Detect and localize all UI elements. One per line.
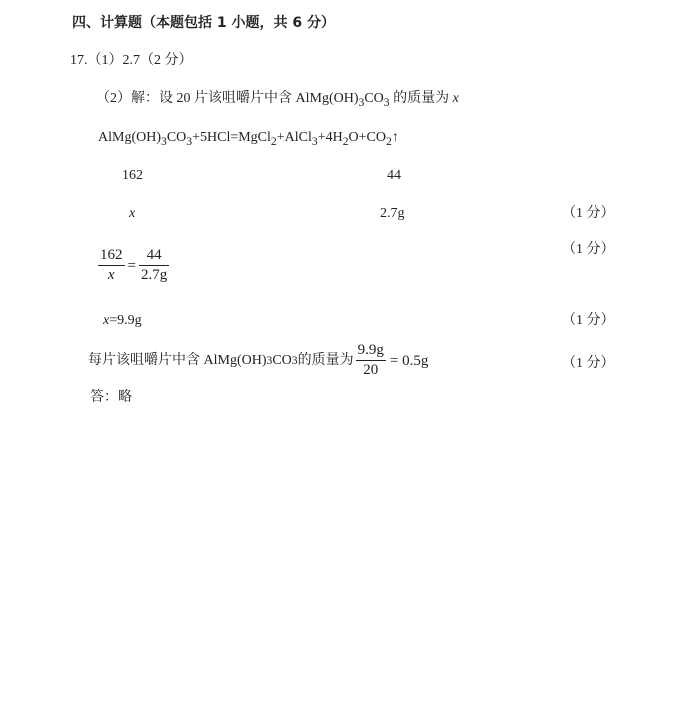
eq-co2: O+CO <box>348 130 387 145</box>
per-tablet-denominator: 20 <box>363 362 379 378</box>
proportion-equation <box>98 247 169 284</box>
fraction-right-denominator: 2.7g <box>140 267 168 283</box>
fraction-right <box>139 247 169 284</box>
points-label-1: （1 分） <box>562 206 615 221</box>
per-tablet-co: CO <box>272 352 292 368</box>
per-tablet-sub2: 3 <box>291 353 298 367</box>
molar-mass-right: 44 <box>387 168 401 183</box>
eq-sub-c: 2 <box>270 134 277 148</box>
eq-sub-d: 3 <box>311 134 318 148</box>
per-tablet-suffix: 的质量为 <box>297 352 354 368</box>
unknown-mass-left: x <box>129 206 136 221</box>
points-label-3: （1 分） <box>562 313 615 328</box>
eq-water: +4H <box>317 130 343 145</box>
eq-reactant1: AlMg(OH) <box>98 130 161 145</box>
per-tablet-prefix: 每片该咀嚼片中含 AlMg(OH) <box>88 352 267 368</box>
eq-sub-e: 2 <box>342 134 349 148</box>
eq-alcl: +AlCl <box>276 130 312 145</box>
result-variable: x <box>103 313 110 328</box>
per-tablet-fraction <box>356 342 386 379</box>
intro-co: CO <box>364 91 384 106</box>
eq-hcl: +5HCl=MgCl <box>192 130 271 145</box>
points-label-4: （1 分） <box>562 356 615 371</box>
section-heading: 四、计算题（本题包括 1 小题，共 6 分） <box>72 15 335 31</box>
proportion-equals: = <box>127 257 136 274</box>
result-line <box>103 312 142 330</box>
per-tablet-result: = 0.5g <box>389 352 429 369</box>
intro-prefix: （2）解：设 20 片该咀嚼片中含 <box>96 91 296 106</box>
eq-sub-a: 3 <box>161 134 167 148</box>
fraction-left-denominator: x <box>107 267 115 283</box>
per-tablet-numerator: 9.9g <box>356 342 386 361</box>
gas-arrow-icon: ↑ <box>391 130 399 145</box>
chemical-equation <box>98 129 399 151</box>
result-value: =9.9g <box>109 313 142 328</box>
intro-variable: x <box>452 91 459 106</box>
points-label-2: （1 分） <box>562 242 615 257</box>
intro-sub: 3 <box>358 95 365 109</box>
answer-line: 答：略 <box>90 390 132 405</box>
known-mass-right: 2.7g <box>380 206 405 221</box>
molar-mass-left: 162 <box>122 168 143 183</box>
eq-sub-f: 2 <box>386 134 392 148</box>
fraction-left <box>98 247 125 284</box>
eq-co: CO <box>166 130 187 145</box>
per-tablet-line <box>88 342 428 379</box>
intro-compound: AlMg(OH) <box>295 91 359 106</box>
fraction-right-numerator: 44 <box>139 247 169 266</box>
intro-sub2: 3 <box>383 95 390 109</box>
question-17-part-2-intro <box>96 90 459 112</box>
per-tablet-sub: 3 <box>266 353 273 367</box>
intro-suffix: 的质量为 <box>389 91 453 106</box>
fraction-left-numerator: 162 <box>98 247 125 266</box>
eq-sub-b: 3 <box>186 134 193 148</box>
question-17-part-1: 17.（1）2.7（2 分） <box>70 53 193 68</box>
